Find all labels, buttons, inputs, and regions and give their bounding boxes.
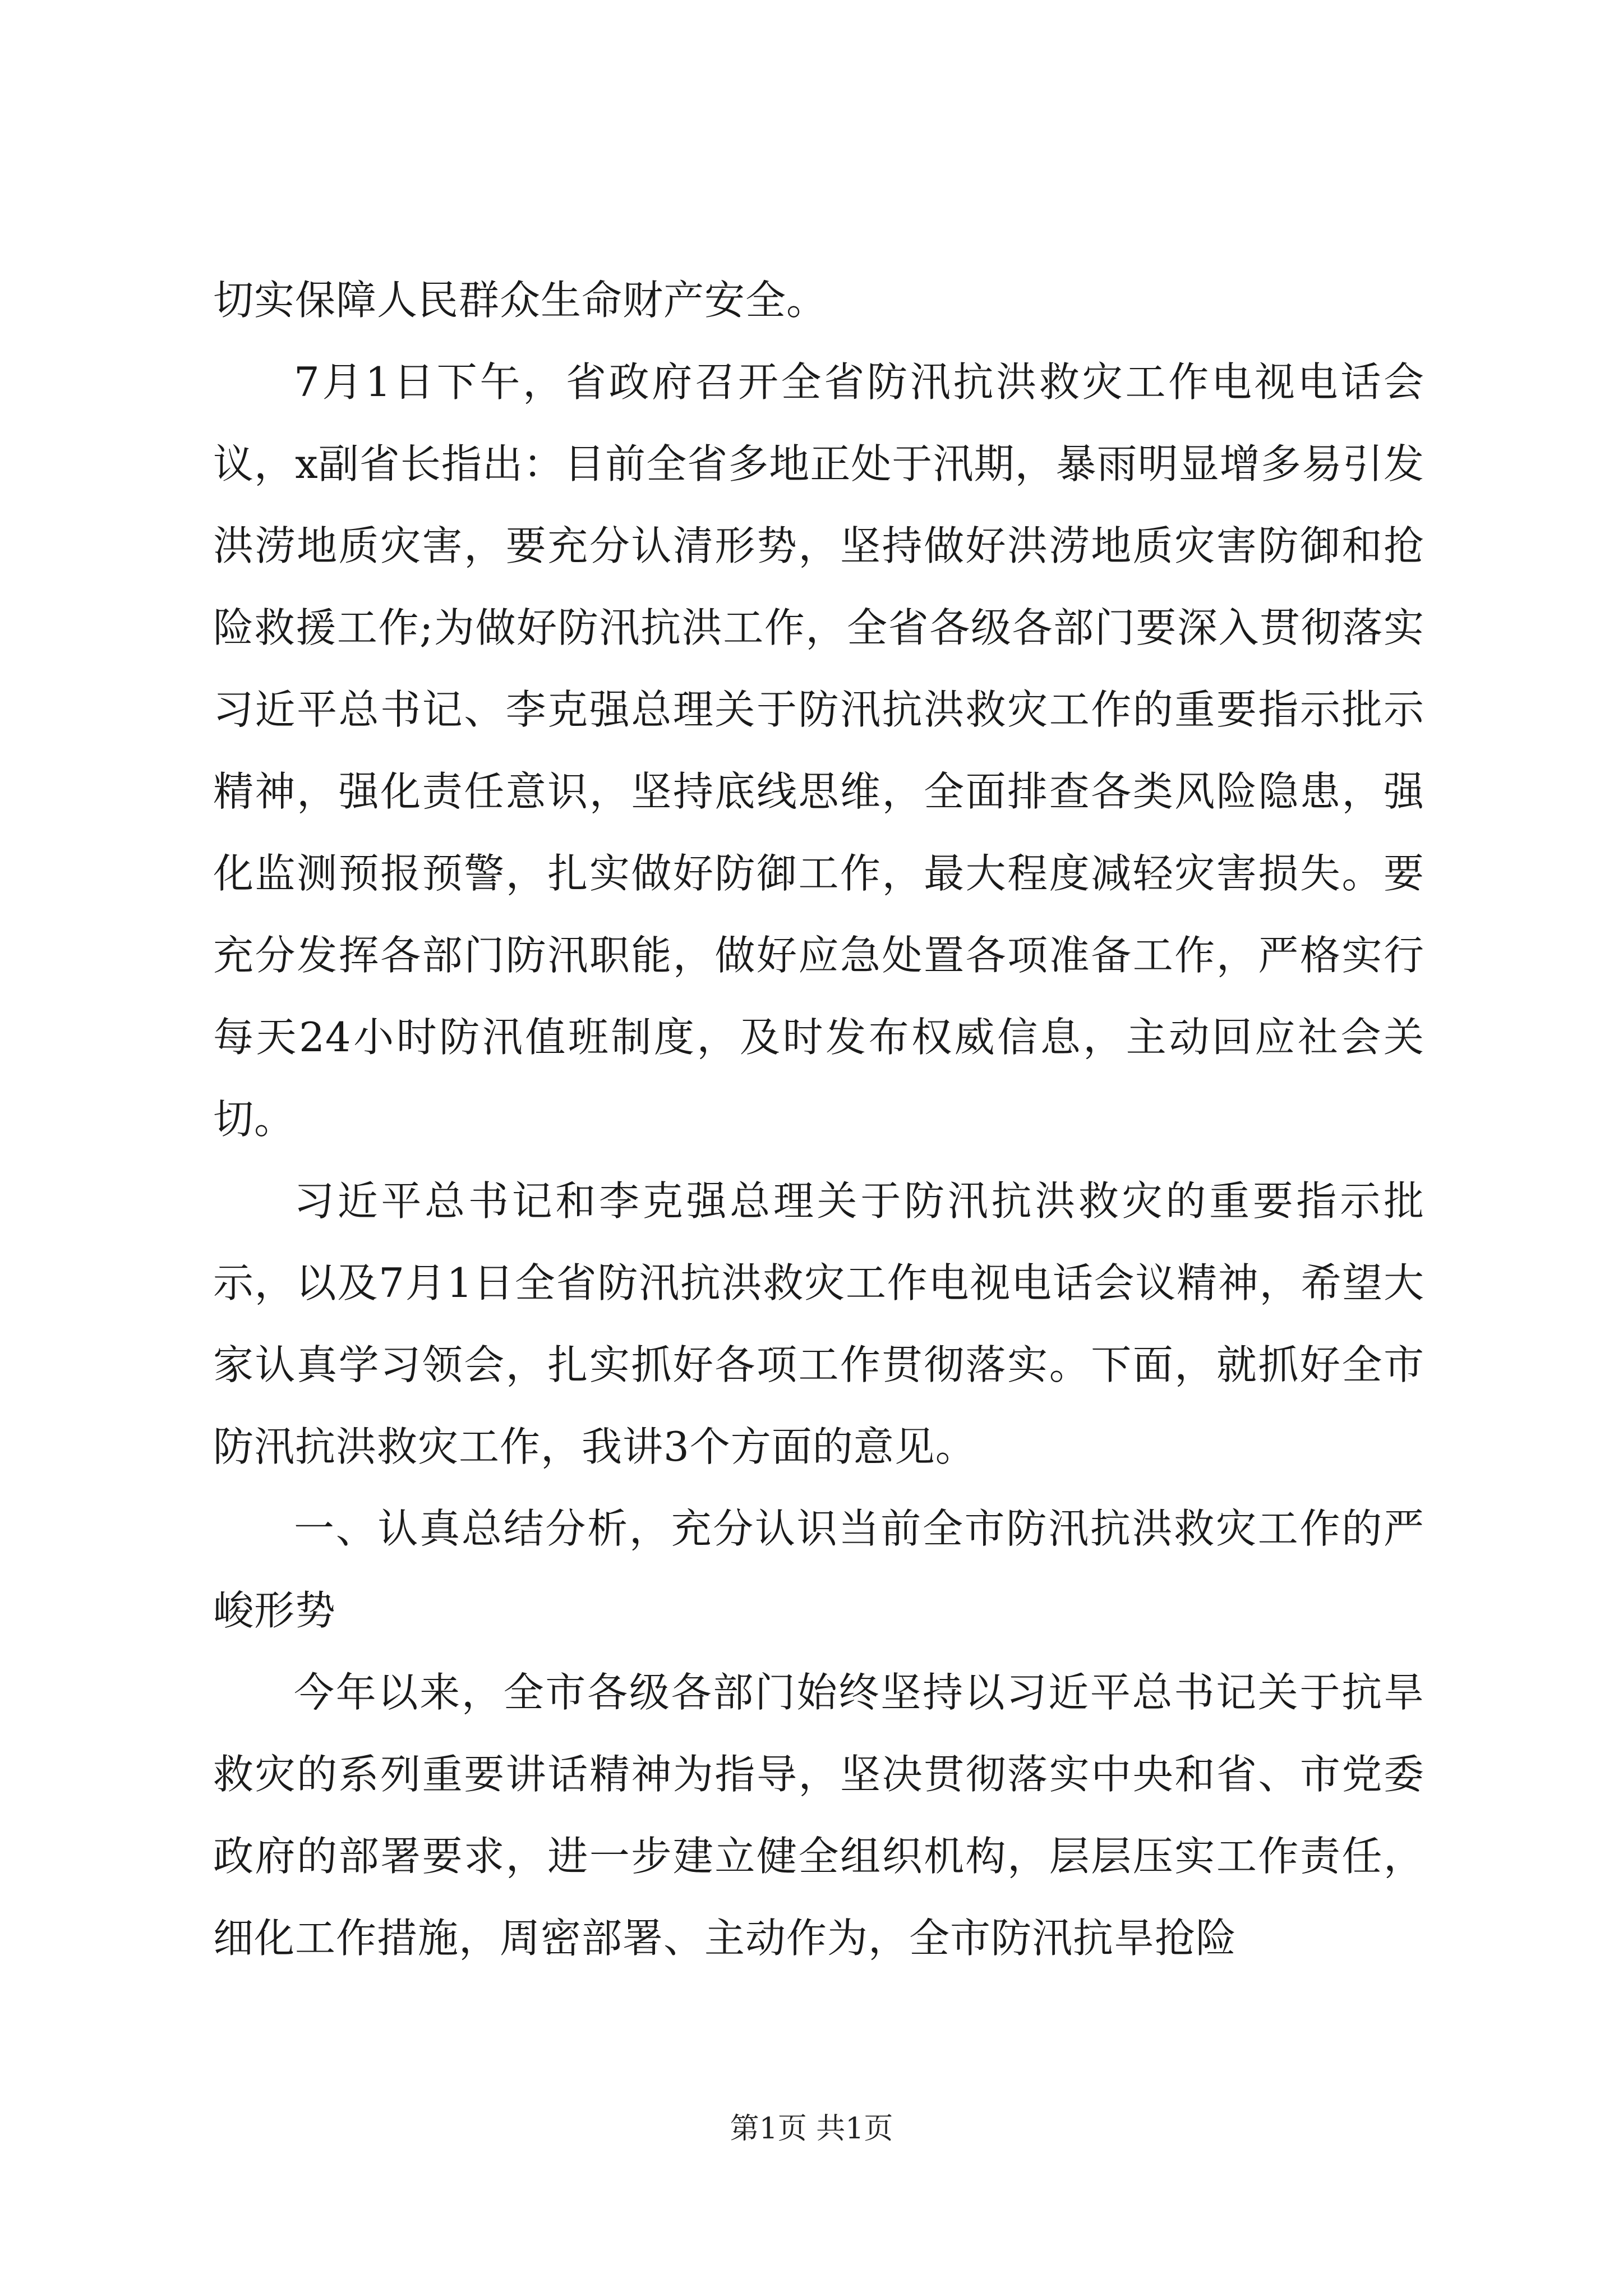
paragraph-1: 切实保障人民群众生命财产安全。 [213, 277, 828, 324]
paragraph-3: 习近平总书记和李克强总理关于防汛抗洪救灾的重要指示批示，以及7月1日全省防汛抗洪救灾工作电视电话会议精神，希望大家认真学习领会，扎实抓好各项工作贯彻落实。下面，就抓好全市防汛抗洪救灾工作，我讲3个方面的意见。 [213, 1177, 1424, 1470]
paragraph-2: 7月1日下午，省政府召开全省防汛抗洪救灾工作电视电话会议，x副省长指出：目前全省多地正处于汛期，暴雨明显增多易引发洪涝地质灾害，要充分认清形势，坚持做好洪涝地质灾害防御和抢险救援工作;为做好防汛抗洪工作，全省各级各部门要深入贯彻落实习近平总书记、李克强总理关于防汛抗洪救灾工作的重要指示批示精神，强化责任意识，坚持底线思维，全面排查各类风险隐患，强化监测预报预警，扎实做好防御工作，最大程度减轻灾害损失。要充分发挥各部门防汛职能，做好应急处置各项准备工作，严格实行每天24小时防汛值班制度，及时发布权威信息，主动回应社会关切。 [213, 358, 1424, 1143]
document-body [213, 259, 1424, 1979]
section-heading-1: 一、认真总结分析，充分认识当前全市防汛抗洪救灾工作的严峻形势 [213, 1505, 1424, 1634]
paragraph-4: 今年以来，全市各级各部门始终坚持以习近平总书记关于抗旱救灾的系列重要讲话精神为指导，坚决贯彻落实中央和省、市党委政府的部署要求，进一步建立健全组织机构，层层压实工作责任，细化工作措施，周密部署、主动作为，全市防汛抗旱抢险 [213, 1669, 1424, 1962]
page-footer [0, 2109, 1623, 2148]
page-number: 第1页 共1页 [730, 2112, 893, 2146]
